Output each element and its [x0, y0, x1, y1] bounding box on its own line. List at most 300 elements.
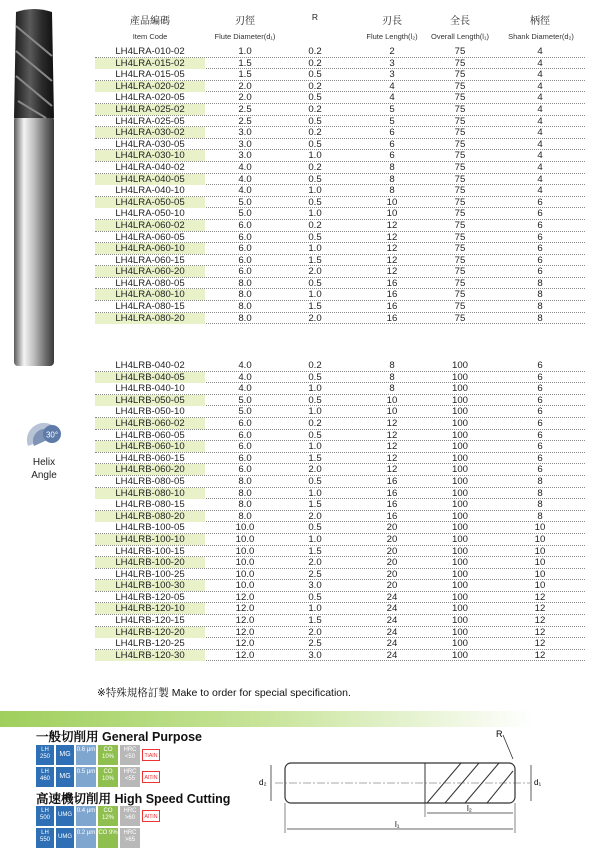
- overall-length-cell: 100: [451, 557, 468, 569]
- shank-diameter-cell: 6: [537, 452, 543, 464]
- item-code-cell: LH4LRB-080-10: [95, 488, 205, 499]
- flute-diameter-cell: 8.0: [238, 487, 252, 499]
- shank-diameter-cell: 6: [537, 371, 543, 383]
- flute-length-cell: 24: [386, 591, 398, 603]
- overall-length-cell: 100: [451, 499, 468, 511]
- table-row: [95, 569, 585, 581]
- shank-diameter-cell: 6: [537, 266, 543, 278]
- flute-length-cell: 5: [389, 115, 395, 127]
- table-row: [95, 289, 585, 301]
- helix-angle-badge: [14, 418, 74, 481]
- flute-diameter-cell: 5.0: [238, 394, 252, 406]
- corner-radius-cell: 3.0: [308, 580, 322, 592]
- d1-label: d₁: [534, 778, 542, 787]
- item-code-cell: LH4LRA-060-02: [95, 220, 205, 231]
- shank-diameter-cell: 10: [534, 533, 546, 545]
- flute-length-cell: 12: [386, 231, 398, 243]
- flute-diameter-cell: 10.0: [235, 533, 255, 545]
- flute-length-cell: 8: [389, 185, 395, 197]
- corner-radius-cell: 1.0: [308, 441, 322, 453]
- corner-radius-cell: 0.5: [308, 475, 322, 487]
- corner-radius-cell: 0.5: [308, 92, 322, 104]
- item-code-cell: LH4LRB-060-20: [95, 464, 205, 475]
- flute-diameter-cell: 3.0: [238, 127, 252, 139]
- table-row: [95, 46, 585, 58]
- flute-diameter-cell: 2.0: [238, 80, 252, 92]
- shank-diameter-cell: 12: [534, 603, 546, 615]
- flute-diameter-cell: 4.0: [238, 161, 252, 173]
- shank-diameter-cell: 4: [537, 57, 543, 69]
- flute-diameter-cell: 4.0: [238, 173, 252, 185]
- flute-diameter-cell: 12.0: [235, 626, 255, 638]
- shank-diameter-cell: 10: [534, 568, 546, 580]
- r-label: R: [496, 729, 503, 739]
- flute-length-cell: 6: [389, 138, 395, 150]
- special-spec-note: ※特殊規格訂製 Make to order for special specification.: [97, 687, 351, 699]
- item-code-cell: LH4LRB-100-25: [115, 568, 185, 580]
- overall-length-cell: 75: [454, 289, 466, 301]
- flute-diameter-cell: 12.0: [235, 615, 255, 627]
- item-code-cell: LH4LRA-030-10: [95, 150, 205, 161]
- grade-badge: LH 500: [36, 806, 54, 826]
- end-mill-image: [6, 6, 62, 371]
- table-row: [95, 208, 585, 220]
- flute-length-cell: 12: [386, 219, 398, 231]
- flute-length-cell: 20: [386, 533, 398, 545]
- overall-length-cell: 100: [451, 452, 468, 464]
- flute-length-cell: 12: [386, 429, 398, 441]
- corner-radius-cell: 1.5: [308, 452, 322, 464]
- corner-radius-cell: 1.0: [308, 185, 322, 197]
- overall-length-cell: 100: [451, 533, 468, 545]
- overall-length-cell: 75: [454, 69, 466, 81]
- item-code-cell: LH4LRB-120-10: [95, 603, 205, 614]
- overall-length-cell: 100: [451, 406, 468, 418]
- overall-length-cell: 75: [454, 196, 466, 208]
- table-row: [95, 372, 585, 384]
- item-code-cell: LH4LRB-040-05: [95, 372, 205, 383]
- l1-label: l₁: [395, 820, 400, 829]
- corner-radius-cell: 1.0: [308, 603, 322, 615]
- corner-radius-cell: 2.5: [308, 568, 322, 580]
- table-row: [95, 476, 585, 488]
- corner-radius-cell: 0.5: [308, 196, 322, 208]
- corner-radius-cell: 0.5: [308, 429, 322, 441]
- table-row: [95, 557, 585, 569]
- table-row: [95, 58, 585, 70]
- item-code-cell: LH4LRA-080-10: [95, 289, 205, 300]
- grain-badge: 0.4 μm: [76, 806, 96, 826]
- table-row: [95, 104, 585, 116]
- table-row: [95, 360, 585, 372]
- flute-length-cell: 20: [386, 580, 398, 592]
- flute-diameter-cell: 6.0: [238, 441, 252, 453]
- overall-length-cell: 75: [454, 92, 466, 104]
- shank-diameter-cell: 6: [537, 464, 543, 476]
- flute-diameter-cell: 10.0: [235, 522, 255, 534]
- item-code-cell: LH4LRB-060-05: [115, 429, 185, 441]
- item-code-cell: LH4LRB-040-02: [115, 360, 185, 371]
- corner-radius-cell: 0.2: [308, 417, 322, 429]
- overall-length-cell: 100: [451, 649, 468, 661]
- shank-diameter-cell: 8: [537, 301, 543, 313]
- table-row: [95, 162, 585, 174]
- lrb-table: [95, 360, 585, 661]
- corner-radius-cell: 0.5: [308, 371, 322, 383]
- shank-diameter-cell: 12: [534, 591, 546, 603]
- table-row: [95, 592, 585, 604]
- item-code-cell: LH4LRB-120-15: [115, 615, 185, 627]
- table-row: [95, 232, 585, 244]
- overall-length-cell: 75: [454, 127, 466, 139]
- shank-diameter-cell: 6: [537, 383, 543, 395]
- table-row: [95, 488, 585, 500]
- flute-length-cell: 16: [386, 312, 398, 324]
- overall-length-cell: 100: [451, 417, 468, 429]
- table-row: [95, 116, 585, 128]
- corner-radius-cell: 1.0: [308, 383, 322, 395]
- item-code-cell: LH4LRA-050-10: [115, 208, 185, 220]
- item-code-cell: LH4LRB-100-30: [95, 580, 205, 591]
- flute-length-cell: 8: [389, 371, 395, 383]
- flute-length-cell: 6: [389, 150, 395, 162]
- flute-diameter-cell: 4.0: [238, 371, 252, 383]
- corner-radius-cell: 0.2: [308, 127, 322, 139]
- overall-length-cell: 75: [454, 57, 466, 69]
- grain-badge: 0.2 μm: [76, 828, 96, 848]
- flute-diameter-cell: 2.5: [238, 115, 252, 127]
- flute-diameter-cell: 10.0: [235, 557, 255, 569]
- corner-radius-cell: 0.2: [308, 360, 322, 371]
- overall-length-cell: 100: [451, 580, 468, 592]
- lra-table: [95, 46, 585, 324]
- overall-length-cell: 100: [451, 615, 468, 627]
- flute-diameter-cell: 4.0: [238, 360, 252, 371]
- table-row: [95, 603, 585, 615]
- shank-diameter-cell: 4: [537, 138, 543, 150]
- item-code-cell: LH4LRB-080-20: [95, 511, 205, 522]
- item-code-cell: LH4LRA-030-05: [115, 138, 185, 150]
- shank-diameter-cell: 4: [537, 185, 543, 197]
- flute-diameter-cell: 1.0: [238, 46, 252, 57]
- coating-badge: TiAlN: [142, 749, 160, 761]
- helix-icon: [24, 418, 64, 450]
- grade-badge: LH 460: [36, 767, 54, 787]
- flute-length-cell: 3: [389, 69, 395, 81]
- flute-length-cell: 24: [386, 615, 398, 627]
- umg-badge: UMG: [56, 828, 74, 848]
- shank-diameter-cell: 4: [537, 80, 543, 92]
- flute-length-cell: 8: [389, 360, 395, 371]
- item-code-cell: LH4LRB-050-05: [95, 395, 205, 406]
- corner-radius-cell: 0.2: [308, 46, 322, 57]
- shank-diameter-cell: 8: [537, 277, 543, 289]
- corner-radius-cell: 1.0: [308, 406, 322, 418]
- helix-label-2: Angle: [31, 470, 57, 481]
- table-row: [95, 150, 585, 162]
- corner-radius-cell: 0.2: [308, 219, 322, 231]
- shank-diameter-cell: 6: [537, 196, 543, 208]
- corner-radius-cell: 1.0: [308, 208, 322, 220]
- flute-diameter-cell: 10.0: [235, 580, 255, 592]
- table-row: [95, 441, 585, 453]
- item-code-cell: LH4LRB-120-20: [95, 627, 205, 638]
- item-code-cell: LH4LRB-060-15: [115, 452, 185, 464]
- corner-radius-cell: 2.5: [308, 638, 322, 650]
- table-row: [95, 139, 585, 151]
- corner-radius-cell: 0.2: [308, 161, 322, 173]
- corner-radius-cell: 1.0: [308, 150, 322, 162]
- shank-diameter-cell: 6: [537, 254, 543, 266]
- flute-length-cell: 4: [389, 92, 395, 104]
- flute-length-cell: 16: [386, 510, 398, 522]
- item-code-cell: LH4LRB-100-05: [115, 522, 185, 534]
- flute-length-cell: 12: [386, 417, 398, 429]
- item-code-cell: LH4LRA-015-02: [95, 58, 205, 69]
- corner-radius-cell: 1.0: [308, 533, 322, 545]
- shank-diameter-cell: 4: [537, 69, 543, 81]
- coating-badge: AlTiN: [142, 771, 160, 783]
- item-code-cell: LH4LRA-030-02: [95, 127, 205, 138]
- overall-length-cell: 75: [454, 103, 466, 115]
- flute-length-cell: 12: [386, 266, 398, 278]
- flute-diameter-cell: 6.0: [238, 231, 252, 243]
- flute-length-cell: 8: [389, 173, 395, 185]
- overall-length-cell: 100: [451, 638, 468, 650]
- flute-length-cell: 12: [386, 441, 398, 453]
- flute-diameter-cell: 6.0: [238, 243, 252, 255]
- overall-length-cell: 100: [451, 464, 468, 476]
- flute-length-cell: 16: [386, 277, 398, 289]
- shank-diameter-cell: 6: [537, 406, 543, 418]
- flute-length-cell: 24: [386, 638, 398, 650]
- high-speed-title: 高速機切削用 High Speed Cutting: [36, 792, 231, 806]
- shank-diameter-cell: 8: [537, 312, 543, 324]
- shank-diameter-cell: 8: [537, 510, 543, 522]
- item-code-cell: LH4LRA-050-05: [95, 197, 205, 208]
- helix-label-1: Helix: [32, 457, 56, 468]
- corner-radius-cell: 0.2: [308, 103, 322, 115]
- item-code-cell: LH4LRB-060-02: [95, 418, 205, 429]
- flute-diameter-cell: 12.0: [235, 591, 255, 603]
- shank-diameter-cell: 4: [537, 173, 543, 185]
- flute-diameter-cell: 2.5: [238, 103, 252, 115]
- grade-badge: LH 550: [36, 828, 54, 848]
- corner-radius-cell: 0.5: [308, 277, 322, 289]
- flute-diameter-cell: 6.0: [238, 429, 252, 441]
- flute-diameter-cell: 8.0: [238, 277, 252, 289]
- table-row: [95, 278, 585, 290]
- flute-diameter-cell: 8.0: [238, 475, 252, 487]
- table-row: [95, 220, 585, 232]
- flute-length-cell: 20: [386, 557, 398, 569]
- flute-length-cell: 12: [386, 452, 398, 464]
- overall-length-cell: 75: [454, 173, 466, 185]
- flute-length-cell: 24: [386, 649, 398, 661]
- overall-length-cell: 75: [454, 80, 466, 92]
- corner-radius-cell: 0.5: [308, 115, 322, 127]
- corner-radius-cell: 0.5: [308, 591, 322, 603]
- flute-diameter-cell: 8.0: [238, 301, 252, 313]
- header-l2-en: Flute Length(l₂): [366, 32, 418, 41]
- corner-radius-cell: 1.5: [308, 615, 322, 627]
- flute-length-cell: 20: [386, 545, 398, 557]
- table-row: [95, 430, 585, 442]
- item-code-cell: LH4LRA-080-20: [95, 313, 205, 324]
- table-row: [95, 406, 585, 418]
- overall-length-cell: 100: [451, 626, 468, 638]
- cobalt-badge: CO 10%: [98, 745, 118, 765]
- overall-length-cell: 75: [454, 161, 466, 173]
- general-purpose-title: 一般切削用 General Purpose: [36, 730, 203, 744]
- table-row: [95, 650, 585, 662]
- shank-diameter-cell: 8: [537, 289, 543, 301]
- item-code-cell: LH4LRB-100-20: [95, 557, 205, 568]
- overall-length-cell: 100: [451, 603, 468, 615]
- table-row: [95, 546, 585, 558]
- header-r: R: [311, 12, 319, 22]
- item-code-cell: LH4LRA-060-20: [95, 266, 205, 277]
- overall-length-cell: 100: [451, 510, 468, 522]
- table-header: [95, 10, 585, 44]
- corner-radius-cell: 0.5: [308, 231, 322, 243]
- header-d1-zh: 刃徑: [235, 16, 255, 27]
- flute-length-cell: 10: [386, 208, 398, 220]
- item-code-cell: LH4LRA-040-02: [115, 161, 185, 173]
- table-row: [95, 534, 585, 546]
- flute-diameter-cell: 3.0: [238, 150, 252, 162]
- shank-diameter-cell: 4: [537, 46, 543, 57]
- d2-label: d₂: [259, 778, 267, 787]
- shank-diameter-cell: 8: [537, 499, 543, 511]
- shank-diameter-cell: 6: [537, 360, 543, 371]
- flute-diameter-cell: 4.0: [238, 383, 252, 395]
- table-row: [95, 638, 585, 650]
- flute-length-cell: 16: [386, 487, 398, 499]
- grain-badge: 0.5 μm: [76, 767, 96, 787]
- overall-length-cell: 75: [454, 219, 466, 231]
- shank-diameter-cell: 6: [537, 429, 543, 441]
- flute-length-cell: 6: [389, 127, 395, 139]
- overall-length-cell: 75: [454, 138, 466, 150]
- flute-diameter-cell: 1.5: [238, 69, 252, 81]
- item-code-cell: LH4LRA-015-05: [115, 69, 185, 81]
- overall-length-cell: 75: [454, 312, 466, 324]
- overall-length-cell: 100: [451, 371, 468, 383]
- flute-diameter-cell: 8.0: [238, 289, 252, 301]
- flute-diameter-cell: 6.0: [238, 266, 252, 278]
- grade-badge: LH 250: [36, 745, 54, 765]
- corner-radius-cell: 0.5: [308, 138, 322, 150]
- table-row: [95, 255, 585, 267]
- flute-length-cell: 4: [389, 80, 395, 92]
- item-code-cell: LH4LRA-020-02: [95, 81, 205, 92]
- overall-length-cell: 100: [451, 383, 468, 395]
- flute-diameter-cell: 8.0: [238, 510, 252, 522]
- overall-length-cell: 75: [454, 185, 466, 197]
- overall-length-cell: 100: [451, 591, 468, 603]
- overall-length-cell: 75: [454, 266, 466, 278]
- item-code-cell: LH4LRB-080-15: [115, 499, 185, 511]
- flute-length-cell: 10: [386, 196, 398, 208]
- corner-radius-cell: 2.0: [308, 557, 322, 569]
- shank-diameter-cell: 4: [537, 115, 543, 127]
- shank-diameter-cell: 4: [537, 161, 543, 173]
- item-code-cell: LH4LRB-100-15: [115, 545, 185, 557]
- hrc-badge: HRC >60: [120, 806, 140, 826]
- flute-length-cell: 16: [386, 499, 398, 511]
- corner-radius-cell: 0.5: [308, 522, 322, 534]
- shank-diameter-cell: 6: [537, 231, 543, 243]
- umg-badge: UMG: [56, 806, 74, 826]
- shank-diameter-cell: 6: [537, 219, 543, 231]
- corner-radius-cell: 0.2: [308, 57, 322, 69]
- flute-diameter-cell: 5.0: [238, 196, 252, 208]
- item-code-cell: LH4LRB-060-10: [95, 441, 205, 452]
- corner-radius-cell: 0.5: [308, 394, 322, 406]
- item-code-cell: LH4LRB-120-30: [95, 650, 205, 661]
- flute-diameter-cell: 8.0: [238, 312, 252, 324]
- flute-length-cell: 12: [386, 254, 398, 266]
- table-row: [95, 418, 585, 430]
- flute-diameter-cell: 4.0: [238, 185, 252, 197]
- corner-radius-cell: 3.0: [308, 649, 322, 661]
- corner-radius-cell: 1.0: [308, 487, 322, 499]
- flute-length-cell: 24: [386, 603, 398, 615]
- flute-length-cell: 24: [386, 626, 398, 638]
- shank-diameter-cell: 8: [537, 487, 543, 499]
- table-row: [95, 580, 585, 592]
- table-row: [95, 453, 585, 465]
- hrc-badge: HRC >65: [120, 828, 140, 848]
- header-l1-en: Overall Length(l₁): [431, 32, 489, 41]
- table-row: [95, 197, 585, 209]
- flute-length-cell: 8: [389, 383, 395, 395]
- item-code-cell: LH4LRB-040-10: [115, 383, 185, 395]
- corner-radius-cell: 1.5: [308, 301, 322, 313]
- flute-length-cell: 10: [386, 406, 398, 418]
- item-code-cell: LH4LRA-025-02: [95, 104, 205, 115]
- corner-radius-cell: 1.0: [308, 289, 322, 301]
- item-code-cell: LH4LRB-100-10: [95, 534, 205, 545]
- item-code-cell: LH4LRA-080-05: [115, 277, 185, 289]
- corner-radius-cell: 0.5: [308, 173, 322, 185]
- overall-length-cell: 100: [451, 441, 468, 453]
- shank-diameter-cell: 6: [537, 208, 543, 220]
- table-row: [95, 313, 585, 325]
- table-row: [95, 92, 585, 104]
- shank-diameter-cell: 6: [537, 243, 543, 255]
- overall-length-cell: 75: [454, 231, 466, 243]
- overall-length-cell: 75: [454, 150, 466, 162]
- table-row: [95, 174, 585, 186]
- overall-length-cell: 75: [454, 243, 466, 255]
- corner-radius-cell: 0.5: [308, 69, 322, 81]
- table-row: [95, 464, 585, 476]
- table-row: [95, 615, 585, 627]
- corner-radius-cell: 0.2: [308, 80, 322, 92]
- flute-diameter-cell: 6.0: [238, 254, 252, 266]
- corner-radius-cell: 2.0: [308, 312, 322, 324]
- shank-diameter-cell: 4: [537, 127, 543, 139]
- overall-length-cell: 100: [451, 475, 468, 487]
- shank-diameter-cell: 6: [537, 417, 543, 429]
- shank-diameter-cell: 4: [537, 103, 543, 115]
- table-row: [95, 627, 585, 639]
- flute-length-cell: 12: [386, 243, 398, 255]
- flute-diameter-cell: 8.0: [238, 499, 252, 511]
- corner-radius-cell: 1.0: [308, 243, 322, 255]
